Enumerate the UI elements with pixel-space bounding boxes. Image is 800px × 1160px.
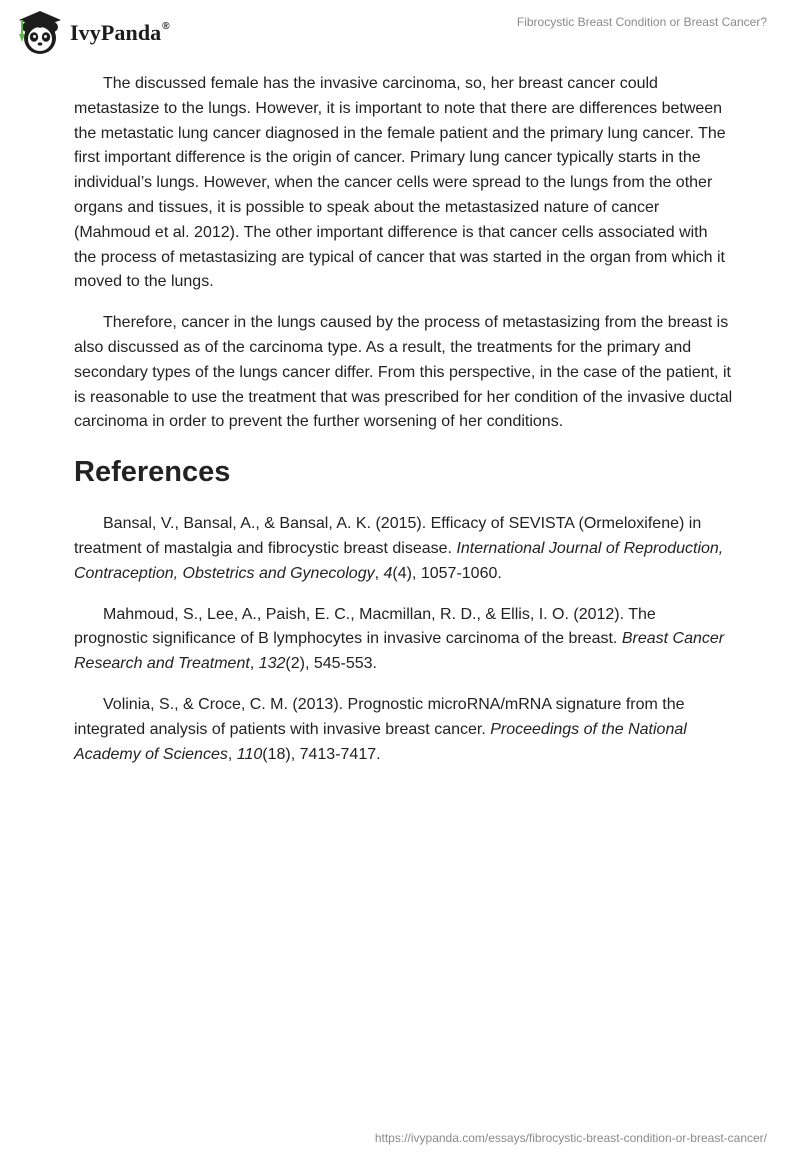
reference-entry (74, 603, 734, 677)
reference-journal: International Journal of Reproduction, Contraception, Obstetrics and Gynecology (74, 539, 724, 582)
reference-text: Mahmoud, S., Lee, A., Paish, E. C., Macmillan, R. D., & Ellis, I. O. (2012). The prognostic significance of B lymphocytes in invasive carcinoma of the breast. (74, 605, 656, 648)
reference-text: Volinia, S., & Croce, C. M. (2013). Prognostic microRNA/mRNA signature from the integrated analysis of patients with invasive breast cancer. (74, 695, 685, 738)
reference-separator: , (249, 655, 259, 673)
reference-pages: (4), 1057-1060. (392, 564, 502, 582)
panda-logo-icon (14, 8, 66, 56)
essay-content (74, 72, 734, 783)
body-paragraph: Therefore, cancer in the lungs caused by the process of metastasizing from the breast is also discussed as of the carcinoma type. As a result, the treatments for the primary and secondary types of the lungs cancer differ. From this perspective, in the case of the patient, it is reasonable to use the treatment that was prescribed for her condition of the invasive ductal carcinoma in order to prevent the further worsening of her conditions. (74, 314, 733, 431)
reference-volume: 110 (236, 745, 263, 763)
reference-pages: (18), 7413-7417. (262, 745, 381, 763)
brand-logo[interactable] (14, 8, 170, 56)
document-title: Fibrocystic Breast Condition or Breast Cancer? (516, 15, 767, 29)
reference-entry (74, 512, 734, 586)
reference-journal: Breast Cancer Research and Treatment (74, 630, 725, 673)
reference-separator: , (374, 564, 384, 582)
references-heading: References (74, 456, 231, 489)
reference-volume: 4 (383, 564, 393, 582)
reference-pages: (2), 545-553. (285, 655, 377, 673)
body-paragraph: The discussed female has the invasive carcinoma, so, her breast cancer could metastasize to the lungs. However, it is important to note that there are differences between the metastatic lung cancer diagnosed in the female patient and the primary lung cancer. The first important difference is the origin of cancer. Primary lung cancer typically starts in the individual’s lungs. However, when the cancer cells were spread to the lungs from the other organs and tissues, it is possible to speak about the metastasized nature of cancer (Mahmoud et al. 2012). The other important difference is that cancer cells associated with the process of metastasizing are typical of cancer that was started in the organ from which it moved to the lungs. (74, 75, 726, 291)
registered-mark: ® (162, 20, 170, 32)
reference-entry (74, 693, 734, 767)
brand-name: IvyPanda® (70, 20, 170, 45)
reference-journal: Proceedings of the National Academy of Sciences (74, 720, 687, 763)
source-url-link[interactable]: https://ivypanda.com/essays/fibrocystic-breast-condition-or-breast-cancer/ (374, 1131, 767, 1145)
reference-separator: , (227, 745, 237, 763)
reference-volume: 132 (258, 655, 286, 673)
reference-text: Bansal, V., Bansal, A., & Bansal, A. K. (2015). Efficacy of SEVISTA (Ormeloxifene) in treatment of mastalgia and fibrocystic breast disease. (74, 515, 702, 557)
